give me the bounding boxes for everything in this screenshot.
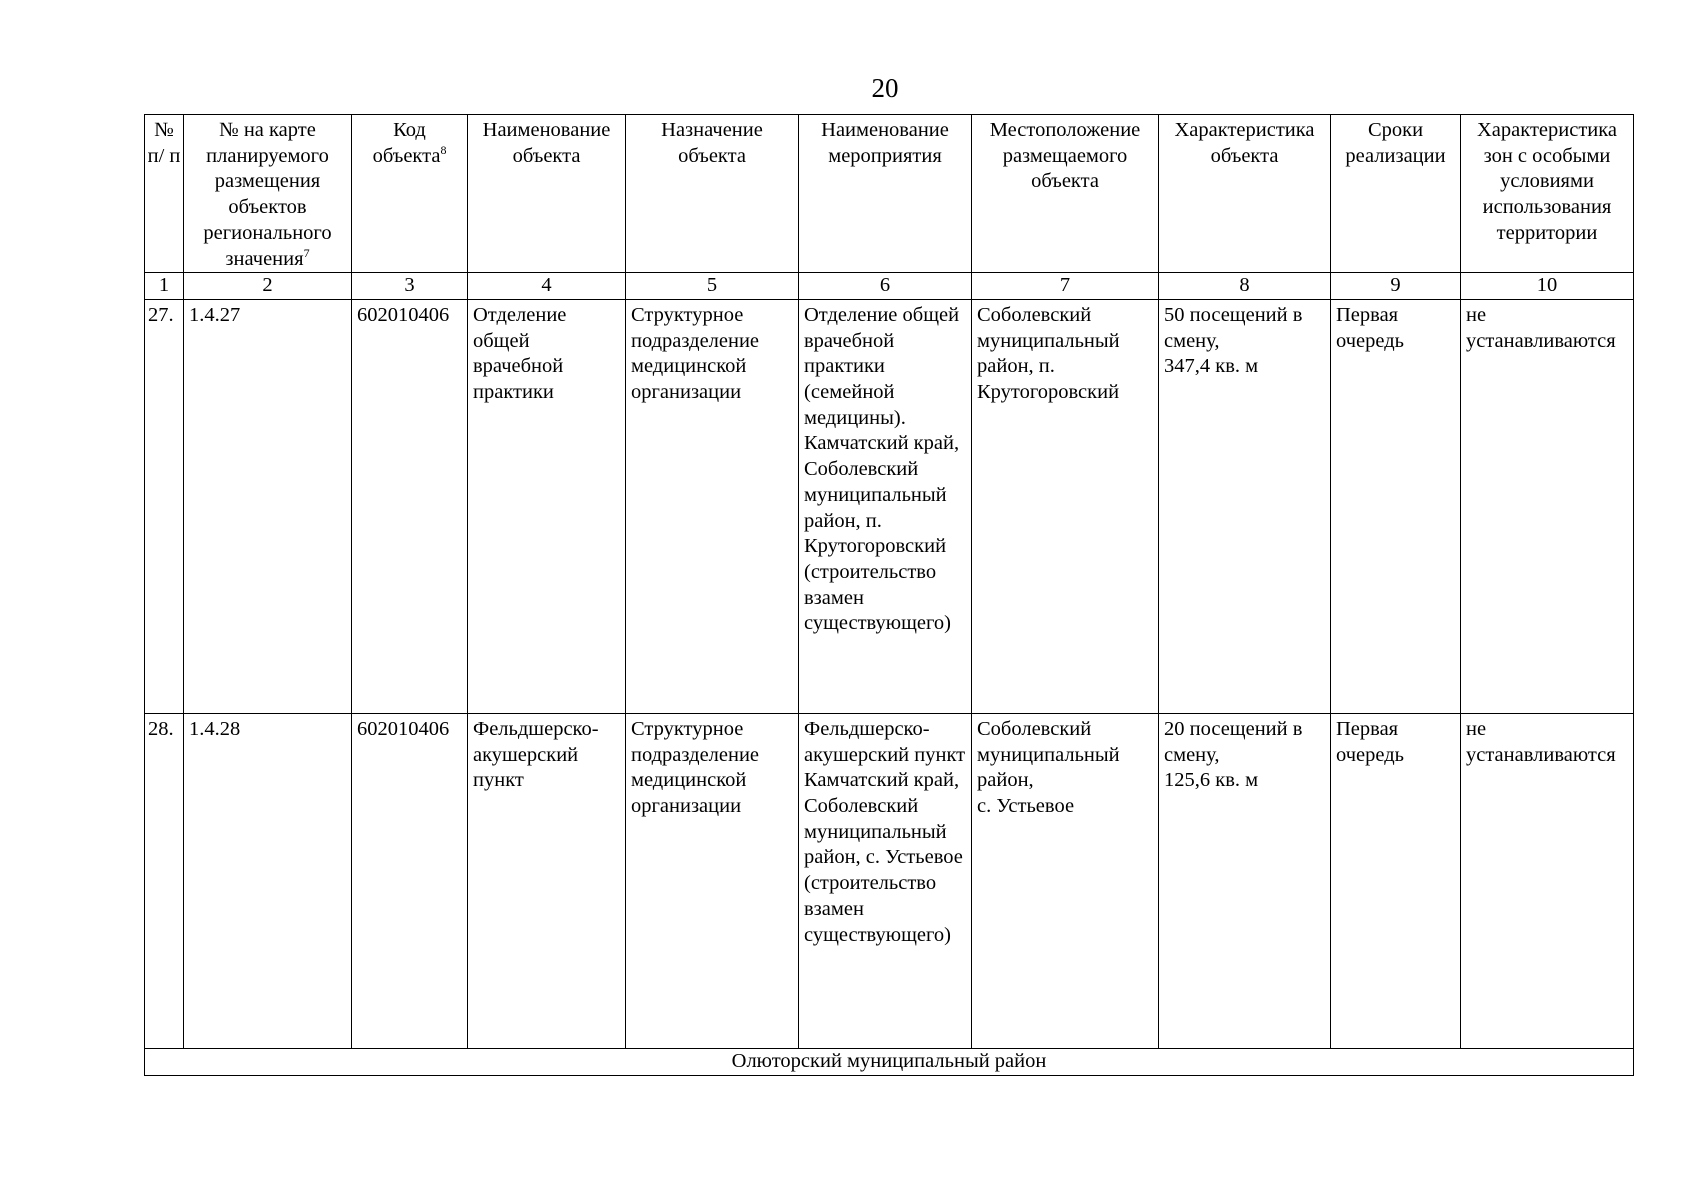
header-cell: Характеристика зон с особыми условиями использования территории [1461,115,1634,273]
measure-name: Отделение общей врачебной практики (семейной медицины). Камчатский край, Соболевский муниципальный район, п. Крутогоровский (строительство взамен существующего) [799,299,972,713]
footnote-mark: 7 [303,245,310,260]
object-name: Отделение общей врачебной практики [468,299,626,713]
map-number: 1.4.28 [184,713,352,1048]
column-number: 6 [799,273,972,300]
column-number: 4 [468,273,626,300]
header-cell: № п/ п [145,115,184,273]
object-code: 602010406 [352,299,468,713]
column-number-row [145,273,1634,300]
district-name: Олюторский муниципальный район [145,1048,1634,1075]
special-zones: не устанавливаются [1461,299,1634,713]
table-header-row [145,115,1634,273]
object-characteristic: 20 посещений в смену, 125,6 кв. м [1159,713,1331,1048]
column-number: 2 [184,273,352,300]
object-name: Фельдшерско-акушерский пункт [468,713,626,1048]
object-location: Соболевский муниципальный район, с. Устьевое [972,713,1159,1048]
header-cell: Наименование мероприятия [799,115,972,273]
district-row [145,1048,1634,1075]
header-cell: Местоположение размещаемого объекта [972,115,1159,273]
table-row [145,299,1634,713]
column-number: 7 [972,273,1159,300]
column-number: 5 [626,273,799,300]
implementation-term: Первая очередь [1331,713,1461,1048]
object-location: Соболевский муниципальный район, п. Крутогоровский [972,299,1159,713]
column-number: 3 [352,273,468,300]
object-code: 602010406 [352,713,468,1048]
footnote-mark: 8 [440,142,447,157]
column-number: 9 [1331,273,1461,300]
measure-name: Фельдшерско-акушерский пункт Камчатский край, Соболевский муниципальный район, с. Устьевое (строительство взамен существующего) [799,713,972,1048]
implementation-term: Первая очередь [1331,299,1461,713]
row-number: 27. [145,299,184,713]
header-cell: Наименование объекта [468,115,626,273]
object-characteristic: 50 посещений в смену, 347,4 кв. м [1159,299,1331,713]
object-purpose: Структурное подразделение медицинской организации [626,299,799,713]
map-number: 1.4.27 [184,299,352,713]
header-cell: Назначение объекта [626,115,799,273]
column-number: 10 [1461,273,1634,300]
header-cell: № на карте планируемого размещения объектов регионального значения$^7$ [184,115,352,273]
object-purpose: Структурное подразделение медицинской организации [626,713,799,1048]
special-zones: не устанавливаются [1461,713,1634,1048]
column-number: 8 [1159,273,1331,300]
page-number: 20 [871,73,899,103]
header-cell: Сроки реализации [1331,115,1461,273]
header-cell: Код объекта$^8$ [352,115,468,273]
table-row [145,713,1634,1048]
column-number: 1 [145,273,184,300]
header-cell: Характеристика объекта [1159,115,1331,273]
row-number: 28. [145,713,184,1048]
planned-objects-table [144,114,1634,1076]
